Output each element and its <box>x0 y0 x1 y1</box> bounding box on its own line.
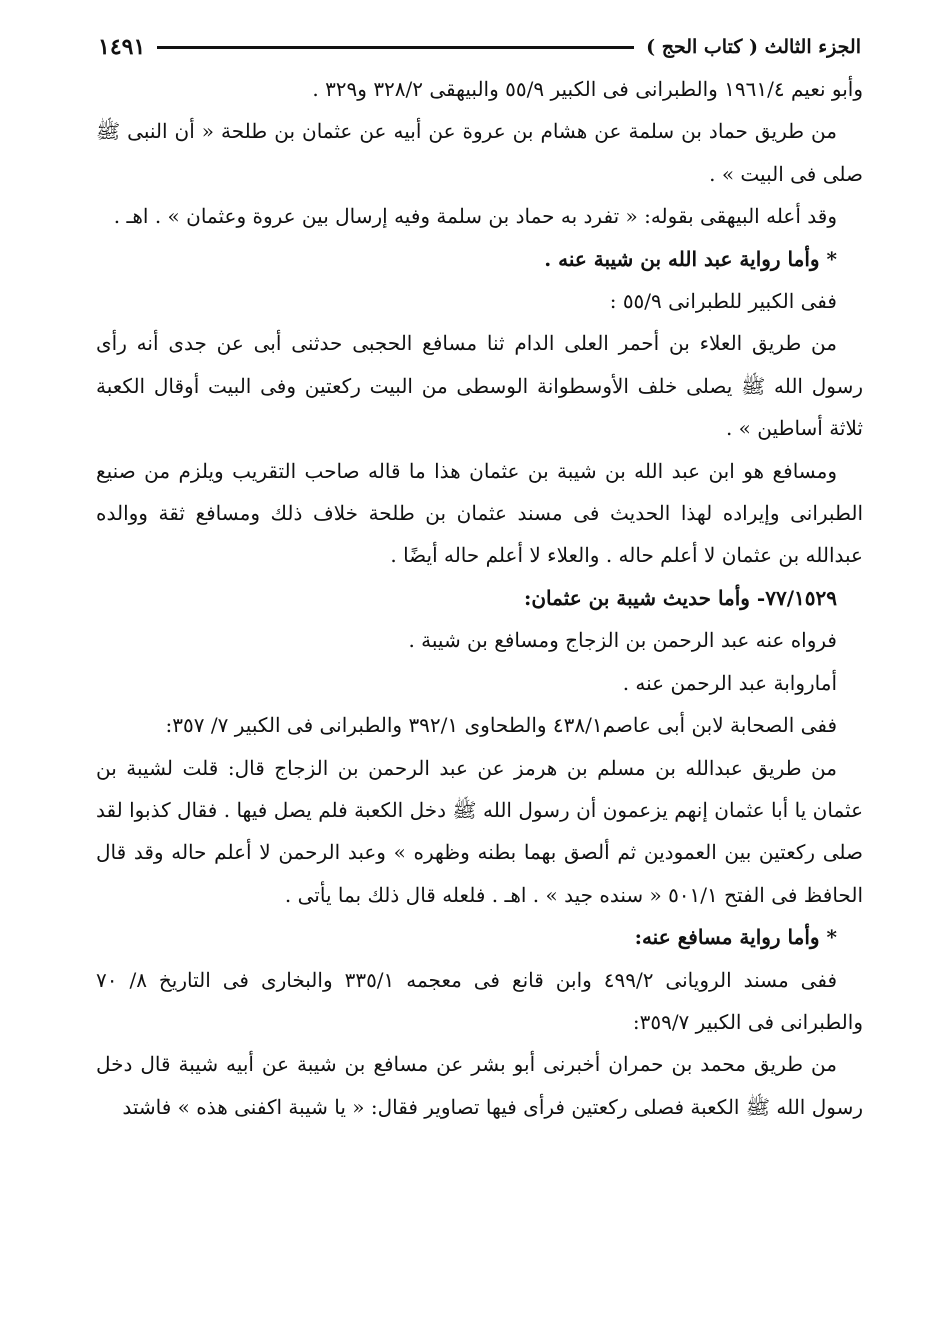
paragraph: فرواه عنه عبد الرحمن بن الزجاج ومسافع بن شيبة . <box>408 628 837 653</box>
section-heading: * وأما رواية عبد الله بن شيبة عنه . <box>544 246 837 271</box>
paragraph: من طريق العلاء بن أحمر العلى الدام ثنا مسافع الحجبى حدثنى أبى عن جدى أنه رأى رسول الله ﷺ يصلى خلف الأوسطوانة الوسطى من البيت ركعتين وفى البيت أوقال الكعبة ثلاثة أساطين » . <box>96 331 863 441</box>
paragraph: ففى الكبير للطبرانى ٥٥/٩ : <box>609 289 837 314</box>
paragraph: ففى الصحابة لابن أبى عاصم٤٣٨/١ والطحاوى ٣٩٢/١ والطبرانى فى الكبير ٧/ ٣٥٧: <box>165 713 837 738</box>
section-heading: * وأما رواية مسافع عنه: <box>634 925 837 950</box>
paragraph: من طريق عبدالله بن مسلم بن هرمز عن عبد الرحمن بن الزجاج قال: قلت لشيبة بن عثمان يا أبا عثمان إنهم يزعمون أن رسول الله ﷺ دخل الكعبة فلم يصل فيها . فقال كذبوا لقد صلى ركعتين بين العمودين ثم ألصق بهما بطنه وظهره » وعبد الرحمن لا أعلم حاله وقد قال الحافظ فى الفتح ٥٠١/١ « سنده جيد » . اهـ . فلعله قال ذلك بما يأتى . <box>96 755 863 907</box>
document-body <box>96 68 863 1128</box>
paragraph: أماروابة عبد الرحمن عنه . <box>622 670 837 695</box>
header-title: الجزء الثالث ( كتاب الحج ) <box>646 36 861 58</box>
paragraph: ففى مسند الرويانى ٤٩٩/٢ وابن قانع فى معجمه ٣٣٥/١ والبخارى فى التاريخ ٨/ ٧٠ والطبرانى فى الكبير ٣٥٩/٧: <box>96 967 863 1034</box>
running-header <box>98 30 861 64</box>
paragraph: وأبو نعيم ١٩٦١/٤ والطبرانى فى الكبير ٥٥/٩ والبيهقى ٣٢٨/٢ و٣٢٩ . <box>312 77 863 101</box>
section-heading: ٧٧/١٥٢٩- وأما حديث شيبة بن عثمان: <box>523 585 837 610</box>
header-rule <box>157 46 634 49</box>
paragraph: من طريق حماد بن سلمة عن هشام بن عروة عن أبيه عن عثمان بن طلحة « أن النبى ﷺ صلى فى البيت » . <box>96 119 863 186</box>
page-number: ١٤٩١ <box>98 34 146 60</box>
paragraph: وقد أعله البيهقى بقوله: « تفرد به حماد بن سلمة وفيه إرسال بين عروة وعثمان » . اهـ . <box>113 204 837 229</box>
paragraph: من طريق محمد بن حمران أخبرنى أبو بشر عن مسافع بن شيبة عن أبيه شيبة قال دخل رسول الله ﷺ الكعبة فصلى ركعتين فرأى فيها تصاوير فقال: « يا شيبة اكفنى هذه » فاشتد <box>96 1052 863 1119</box>
paragraph: ومسافع هو ابن عبد الله بن شيبة بن عثمان هذا ما قاله صاحب التقريب ويلزم من صنيع الطبرانى وإيراده لهذا الحديث فى مسند عثمان بن طلحة خلاف ذلك ومسافع ثقة ووالده عبدالله بن عثمان لا أعلم حاله . والعلاء لا أعلم حاله أيضًا . <box>96 458 863 568</box>
